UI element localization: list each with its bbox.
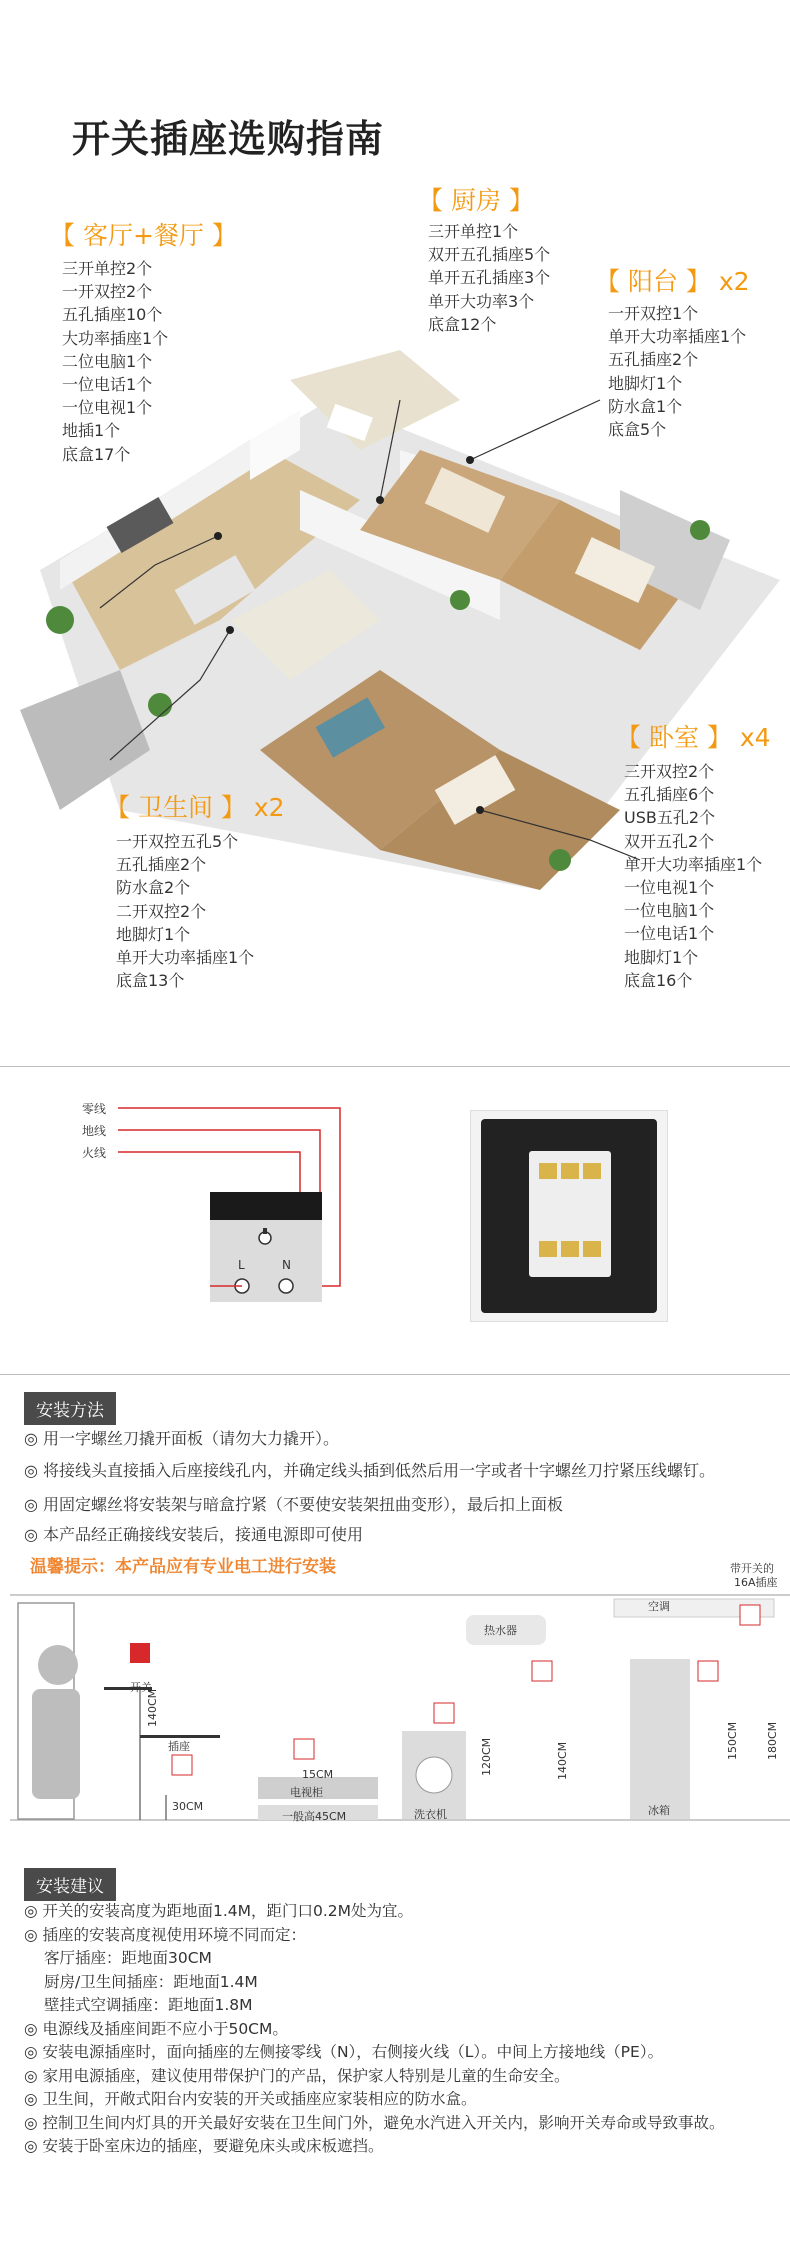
list-item: 单开大功率插座1个 bbox=[116, 948, 255, 968]
list-item: 五孔插座2个 bbox=[608, 350, 699, 370]
divider bbox=[0, 1066, 790, 1067]
terminal-screw bbox=[539, 1241, 557, 1257]
balcony-heading: 【 阳台 】 x2 bbox=[595, 267, 750, 296]
height-120-label: 120CM bbox=[480, 1737, 493, 1776]
list-item: 二位电脑1个 bbox=[62, 351, 153, 371]
height-150-label: 150CM bbox=[726, 1721, 739, 1760]
list-item: ◎ 卫生间，开敞式阳台内安装的开关或插座应家装相应的防水盒。 bbox=[24, 2090, 477, 2108]
list-item: 地脚灯1个 bbox=[608, 373, 683, 393]
install-warning: 温馨提示：本产品应有专业电工进行安装 bbox=[30, 1557, 336, 1577]
list-item: 一位电脑1个 bbox=[624, 901, 715, 921]
list-item: 地脚灯1个 bbox=[624, 947, 699, 967]
kitchen-list bbox=[428, 220, 550, 336]
list-item: 客厅插座：距地面30CM bbox=[44, 1949, 212, 1967]
list-item: 三开双控2个 bbox=[624, 762, 715, 781]
list-item: ◎ 开关的安装高度为距地面1.4M，距门口0.2M处为宜。 bbox=[24, 1902, 414, 1920]
kitchen-heading: 【 厨房 】 bbox=[418, 186, 534, 215]
bathroom-list bbox=[116, 830, 254, 992]
list-item: ◎ 安装电源插座时，面向插座的左侧接零线（N），右侧接火线（L）。中间上方接地线（PE）。 bbox=[24, 2043, 664, 2061]
list-item: 单开大功率3个 bbox=[428, 291, 535, 311]
list-item: 地脚灯1个 bbox=[116, 924, 191, 944]
list-item: 厨房/卫生间插座：距地面1.4M bbox=[44, 1972, 258, 1991]
fridge-label: 冰箱 bbox=[648, 1804, 670, 1817]
list-item: ◎ 安装于卧室床边的插座，要避免床头或床板遮挡。 bbox=[24, 2137, 384, 2155]
list-item: USB五孔2个 bbox=[624, 808, 716, 828]
socket-label: 插座 bbox=[168, 1740, 190, 1753]
list-item: 单开大功率插座1个 bbox=[624, 854, 763, 874]
terminal-screw bbox=[583, 1241, 601, 1257]
height-15-label: 15CM bbox=[302, 1768, 334, 1781]
bedroom-heading: 【 卧室 】 x4 bbox=[616, 723, 771, 752]
list-item: 五孔插座6个 bbox=[624, 785, 715, 805]
list-item: 底盒12个 bbox=[428, 314, 497, 334]
terminal-screw bbox=[561, 1163, 579, 1179]
height-140-label: 140CM bbox=[146, 1688, 159, 1727]
install-heading: 安装方法 bbox=[24, 1392, 116, 1425]
list-item: 三开单控1个 bbox=[428, 222, 519, 241]
balcony-list bbox=[608, 302, 746, 441]
switch-label: 开关 bbox=[130, 1681, 152, 1694]
wiring-diagram bbox=[50, 1100, 350, 1340]
list-item: ◎ 插座的安装高度视使用环境不同而定： bbox=[24, 1925, 306, 1944]
install-step: ◎ 用固定螺丝将安装架与暗盒拧紧（不要使安装架扭曲变形），最后扣上面板 bbox=[24, 1495, 564, 1514]
water-heater-label: 热水器 bbox=[484, 1624, 517, 1637]
list-item: 二开双控2个 bbox=[116, 901, 207, 921]
page-title: 开关插座选购指南 bbox=[72, 117, 385, 161]
suggestions-heading: 安装建议 bbox=[24, 1868, 116, 1901]
tv-cabinet-label: 电视柜 bbox=[290, 1786, 323, 1799]
height-30-label: 30CM bbox=[172, 1800, 204, 1813]
live-terminal-label: L bbox=[238, 1258, 245, 1272]
neutral-wire-label: 零线 bbox=[82, 1102, 107, 1116]
bedroom-list bbox=[624, 760, 762, 992]
list-item: 一开双控1个 bbox=[608, 304, 699, 323]
terminal-screw bbox=[539, 1163, 557, 1179]
list-item: 防水盒2个 bbox=[116, 878, 191, 898]
neutral-terminal-label: N bbox=[282, 1258, 291, 1272]
ac-socket-label-line1: 带开关的 bbox=[730, 1562, 774, 1575]
washer-label: 洗衣机 bbox=[414, 1808, 447, 1821]
install-step: ◎ 用一字螺丝刀撬开面板（请勿大力撬开）。 bbox=[24, 1429, 340, 1448]
living-room-list bbox=[62, 257, 168, 466]
install-step: ◎ 将接线头直接插入后座接线孔内，并确定线头插到低然后用一字或者十字螺丝刀拧紧压线螺钉。 bbox=[24, 1461, 716, 1480]
live-wire-label: 火线 bbox=[82, 1146, 107, 1160]
list-item: 大功率插座1个 bbox=[62, 328, 169, 348]
height-140b-label: 140CM bbox=[556, 1741, 569, 1780]
list-item: 单开五孔插座3个 bbox=[428, 268, 551, 288]
socket-back-photo bbox=[470, 1110, 668, 1322]
terminal-screw bbox=[561, 1241, 579, 1257]
height-diagram bbox=[0, 1575, 790, 1835]
list-item: 壁挂式空调插座：距地面1.8M bbox=[44, 1996, 253, 2014]
ac-socket-label-line2: 16A插座 bbox=[734, 1576, 778, 1589]
terminal-screw bbox=[583, 1163, 601, 1179]
list-item: 三开单控2个 bbox=[62, 259, 153, 278]
wiring-lines bbox=[50, 1100, 350, 1340]
install-step: ◎ 本产品经正确接线安装后，接通电源即可使用 bbox=[24, 1525, 364, 1544]
height-180-label: 180CM bbox=[766, 1721, 779, 1760]
tv-height-label: 一般高45CM bbox=[282, 1810, 347, 1823]
list-item: 一位电话1个 bbox=[62, 375, 153, 395]
list-item: 底盒17个 bbox=[62, 444, 131, 464]
list-item: 底盒13个 bbox=[116, 971, 185, 991]
bathroom-heading: 【 卫生间 】 x2 bbox=[105, 793, 285, 822]
suggestions-list bbox=[24, 1900, 724, 2159]
list-item: 底盒5个 bbox=[608, 420, 667, 440]
list-item: 双开五孔2个 bbox=[624, 831, 715, 851]
list-item: 单开大功率插座1个 bbox=[608, 327, 747, 347]
living-room-heading: 【 客厅+餐厅 】 bbox=[50, 221, 237, 250]
list-item: 一位电视1个 bbox=[62, 398, 153, 418]
list-item: 一位电话1个 bbox=[624, 924, 715, 944]
list-item: 五孔插座2个 bbox=[116, 855, 207, 875]
list-item: 底盒16个 bbox=[624, 970, 693, 990]
list-item: 地插1个 bbox=[62, 421, 121, 441]
list-item: 一开双控五孔5个 bbox=[116, 832, 239, 851]
list-item: 双开五孔插座5个 bbox=[428, 245, 551, 265]
list-item: ◎ 电源线及插座间距不应小于50CM。 bbox=[24, 2019, 288, 2038]
list-item: 五孔插座10个 bbox=[62, 305, 163, 325]
list-item: 防水盒1个 bbox=[608, 396, 683, 416]
list-item: 一开双控2个 bbox=[62, 282, 153, 302]
ground-wire-label: 地线 bbox=[82, 1124, 107, 1138]
list-item: 一位电视1个 bbox=[624, 878, 715, 898]
ac-label: 空调 bbox=[648, 1600, 670, 1613]
list-item: ◎ 家用电源插座，建议使用带保护门的产品，保护家人特别是儿童的生命安全。 bbox=[24, 2066, 570, 2085]
list-item: ◎ 控制卫生间内灯具的开关最好安装在卫生间门外，避免水汽进入开关内，影响开关寿命或导致事故。 bbox=[24, 2113, 725, 2132]
divider bbox=[0, 1374, 790, 1375]
